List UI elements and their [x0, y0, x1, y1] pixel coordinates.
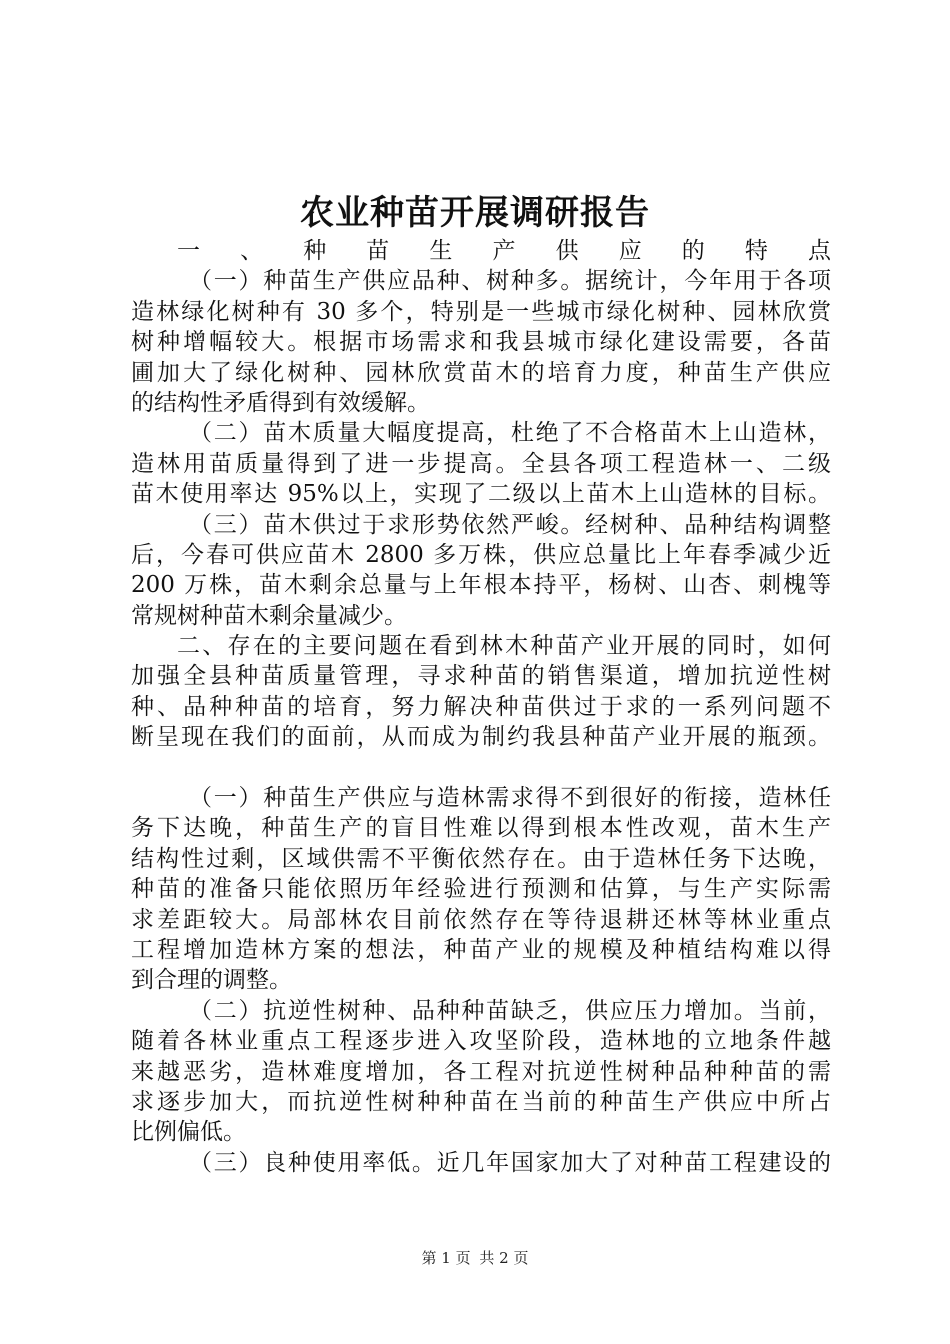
document-title: 农业种苗开展调研报告: [300, 193, 650, 233]
paragraph-line: 务下达晚，种苗生产的盲目性难以得到根本性改观，苗木生产: [131, 815, 831, 842]
paragraph-line: 常规树种苗木剩余量减少。: [131, 602, 407, 629]
paragraph-line: 圃加大了绿化树种、园林欣赏苗木的培育力度，种苗生产供应: [131, 359, 831, 386]
paragraph-line: 种、品种种苗的培育，努力解决种苗供过于求的一系列问题不: [131, 693, 831, 720]
paragraph-line: 到合理的调整。: [131, 967, 292, 994]
paragraph-line: 断呈现在我们的面前，从而成为制约我县种苗产业开展的瓶颈。: [131, 724, 831, 751]
paragraph-line: 的结构性矛盾得到有效缓解。: [131, 389, 430, 416]
paragraph-line: （一）种苗生产供应与造林需求得不到很好的衔接，造林任: [189, 785, 831, 812]
paragraph-line: 结构性过剩，区域供需不平衡依然存在。由于造林任务下达晚，: [131, 845, 831, 872]
paragraph-line: 200 万株，苗木剩余总量与上年根本持平，杨树、山杏、刺槐等: [131, 572, 831, 599]
paragraph-line: 随着各林业重点工程逐步进入攻坚阶段，造林地的立地条件越: [131, 1028, 831, 1055]
paragraph-line: 求差距较大。局部林农目前依然存在等待退耕还林等林业重点: [131, 906, 831, 933]
section-heading-1: 一、种苗生产供应的特点: [177, 238, 831, 264]
paragraph-line: （二）抗逆性树种、品种种苗缺乏，供应压力增加。当前，: [189, 997, 831, 1024]
paragraph-line: 比例偏低。: [131, 1119, 246, 1146]
paragraph-line: 工程增加造林方案的想法，种苗产业的规模及种植结构难以得: [131, 936, 831, 963]
paragraph-line: 造林绿化树种有 30 多个，特别是一些城市绿化树种、园林欣赏: [131, 298, 831, 325]
paragraph-line: 造林用苗质量得到了进一步提高。全县各项工程造林一、二级: [131, 450, 831, 477]
paragraph-line: 树种增幅较大。根据市场需求和我县城市绿化建设需要，各苗: [131, 329, 831, 356]
paragraph-line: 苗木使用率达 95%以上，实现了二级以上苗木上山造林的目标。: [131, 481, 831, 508]
document-body: [131, 236, 831, 1178]
paragraph-line: 求逐步加大，而抗逆性树种种苗在当前的种苗生产供应中所占: [131, 1088, 831, 1115]
paragraph-line: （三）良种使用率低。近几年国家加大了对种苗工程建设的: [189, 1149, 831, 1176]
page-footer: [0, 1247, 950, 1268]
page-total: 共 2 页: [479, 1249, 529, 1267]
section-heading-2: 二、存在的主要问题在看到林木种苗产业开展的同时，如何: [177, 633, 831, 660]
blank-line: [131, 753, 831, 783]
paragraph-line: 种苗的准备只能依照历年经验进行预测和估算，与生产实际需: [131, 876, 831, 903]
paragraph-line: （二）苗木质量大幅度提高，杜绝了不合格苗木上山造林，: [189, 420, 831, 447]
paragraph-line: 加强全县种苗质量管理，寻求种苗的销售渠道，增加抗逆性树: [131, 663, 831, 690]
page-number: 第 1 页: [421, 1249, 471, 1267]
paragraph-line: 后，今春可供应苗木 2800 多万株，供应总量比上年春季减少近: [131, 541, 831, 568]
paragraph-line: （一）种苗生产供应品种、树种多。据统计，今年用于各项: [189, 268, 831, 295]
paragraph-line: 来越恶劣，造林难度增加，各工程对抗逆性树种品种种苗的需: [131, 1058, 831, 1085]
paragraph-line: （三）苗木供过于求形势依然严峻。经树种、品种结构调整: [189, 511, 831, 538]
